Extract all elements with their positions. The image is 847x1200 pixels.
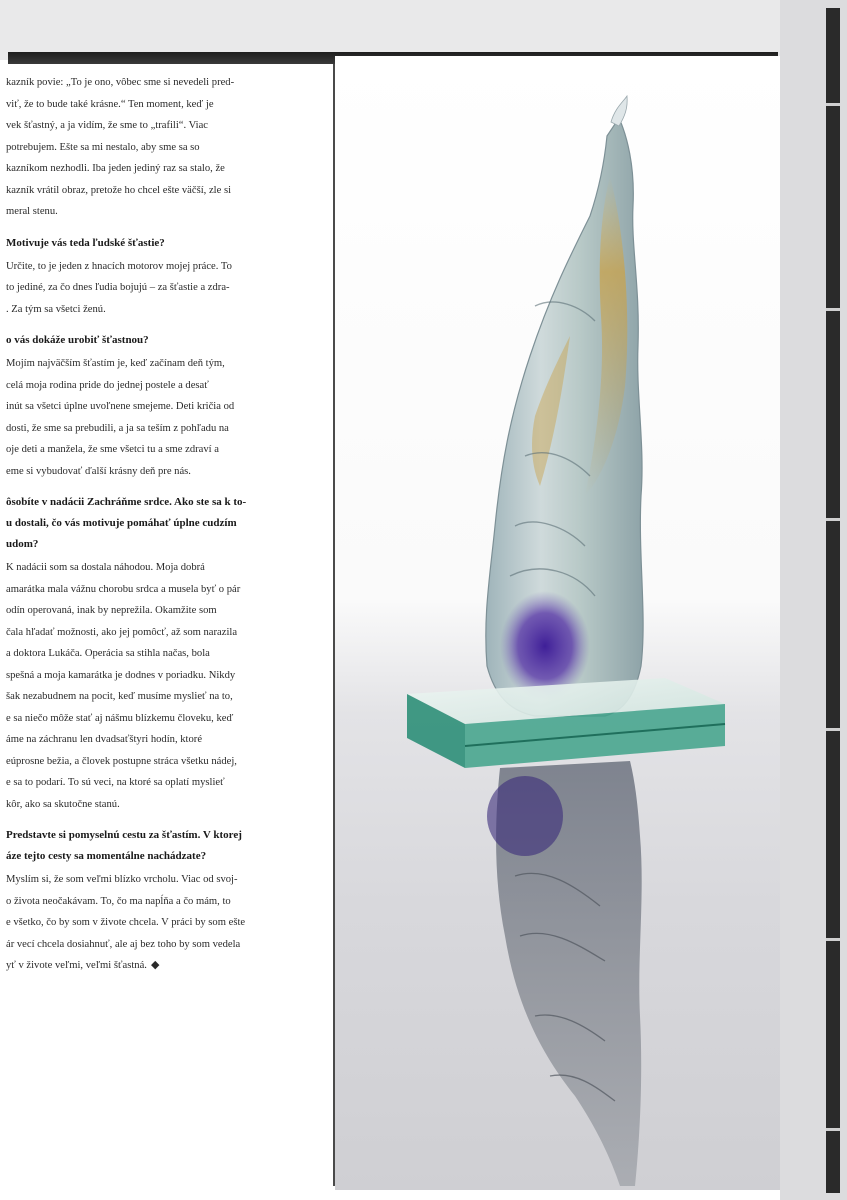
text-line: e sa niečo môže stať aj nášmu blízkemu človeku, keď	[6, 712, 234, 724]
scan-edge-notch	[826, 728, 840, 731]
interview-question	[6, 825, 324, 867]
text-line: to jediné, za čo dnes ľudia bojujú – za šťastie a zdra-	[6, 282, 230, 293]
interview-answer	[6, 353, 324, 482]
scan-edge-notch	[826, 1128, 840, 1131]
text-line: spešná a moja kamarátka je dodnes v poriadku. Nikdy	[6, 669, 236, 681]
text-line: šak nezabudnem na pocit, keď musíme myslieť na to,	[6, 691, 233, 702]
reflection-violet-inclusion	[487, 776, 563, 856]
text-line: dosti, že sme sa prebudili, a ja sa teším z pohľadu na	[6, 422, 229, 434]
scan-edge-notch	[826, 518, 840, 521]
text-line: kazníkom nezhodli. Iba jeden jediný raz sa stalo, že	[6, 163, 225, 174]
text-line: čala hľadať možnosti, ako jej pomôcť, až som narazila	[6, 626, 238, 638]
scan-edge-notch	[826, 103, 840, 106]
text-line: áme na záchranu len dvadsaťštyri hodín, ktoré	[6, 734, 203, 745]
article-end-mark: ◆	[150, 959, 160, 971]
text-line: celá moja rodina pride do jednej postele a desať	[6, 379, 209, 391]
text-line: vek šťastný, a ja vidím, že sme to „trafili“. Viac	[6, 120, 208, 131]
text-line: o života neočakávam. To, čo ma napĺňa a čo mám, to	[6, 895, 231, 907]
interview-answer	[6, 72, 324, 223]
text-line: Mojím najväčším šťastím je, keď začínam deň tým,	[6, 358, 225, 369]
sculpture-tip	[611, 96, 627, 126]
text-line: kazník vrátil obraz, pretože ho chcel ešte väčší, zle si	[6, 184, 232, 196]
scan-edge-notch	[826, 308, 840, 311]
text-line: . Za tým sa všetci ženú.	[6, 303, 106, 315]
scan-edge-bar	[826, 8, 840, 1193]
scan-edge-notch	[826, 938, 840, 941]
interview-question	[6, 233, 324, 254]
interview-answer	[6, 557, 324, 815]
text-line: eme si vybudovať ďalší krásny deň pre nás.	[6, 465, 191, 477]
glass-sculpture-illustration	[335, 56, 780, 1190]
text-line: udom?	[6, 538, 39, 550]
text-line: oje deti a manžela, že sme všetci tu a sme zdraví a	[6, 444, 219, 455]
text-line: potrebujem. Ešte sa mi nestalo, aby sme sa so	[6, 141, 200, 153]
text-line: Predstavte si pomyselnú cestu za šťastím. V ktorej	[6, 829, 242, 841]
text-line: amarátka mala vážnu chorobu srdca a musela byť o pár	[6, 583, 241, 595]
text-line: a doktora Lukáča. Operácia sa stihla načas, bola	[6, 648, 210, 659]
scan-background-top	[0, 0, 847, 60]
text-line: e sa to podarí. To sú veci, na ktoré sa oplatí myslieť	[6, 777, 225, 788]
text-line: áze tejto cesty sa momentálne nachádzate?	[6, 850, 207, 862]
text-line: inút sa všetci úplne uvoľnene smejeme. Deti kričia od	[6, 401, 235, 412]
interview-answer	[6, 869, 324, 977]
text-line: e všetko, čo by som v živote chcela. V práci by som ešte	[6, 917, 246, 928]
text-line: odín operovaná, inak by neprežila. Okamžite som	[6, 605, 217, 616]
text-line: K nadácii som sa dostala náhodou. Moja dobrá	[6, 562, 205, 573]
text-line: eúprosne bežia, a človek postupne stráca všetku nádej,	[6, 755, 237, 767]
text-line: kazník povie: „To je ono, vôbec sme si nevedeli pred-	[6, 77, 235, 88]
text-line: u dostali, čo vás motivuje pomáhať úplne cudzím	[6, 517, 237, 529]
text-line: meral stenu.	[6, 206, 58, 217]
text-line: Určite, to je jeden z hnacích motorov mojej práce. To	[6, 260, 232, 272]
interview-question	[6, 492, 324, 555]
text-line: Myslím si, že som veľmi blízko vrcholu. Viac od svoj-	[6, 874, 238, 885]
interview-answer	[6, 256, 324, 321]
text-line: viť, že to bude také krásne.“ Ten moment, keď je	[6, 98, 214, 110]
text-line: Motivuje vás teda ľudské šťastie?	[6, 236, 165, 249]
text-line: kôr, ako sa skutočne stanú.	[6, 798, 120, 810]
text-line: yť v živote veľmi, veľmi šťastná.	[6, 960, 147, 971]
sculpture-photograph	[335, 56, 780, 1190]
text-line: ôsobíte v nadácii Zachráňme srdce. Ako ste sa k to-	[6, 496, 247, 508]
text-line: o vás dokáže urobiť šťastnou?	[6, 334, 149, 346]
text-line: ár vecí chcela dosiahnuť, ale aj bez toho by som vedela	[6, 938, 241, 950]
interview-article	[6, 72, 324, 977]
interview-question	[6, 330, 324, 351]
